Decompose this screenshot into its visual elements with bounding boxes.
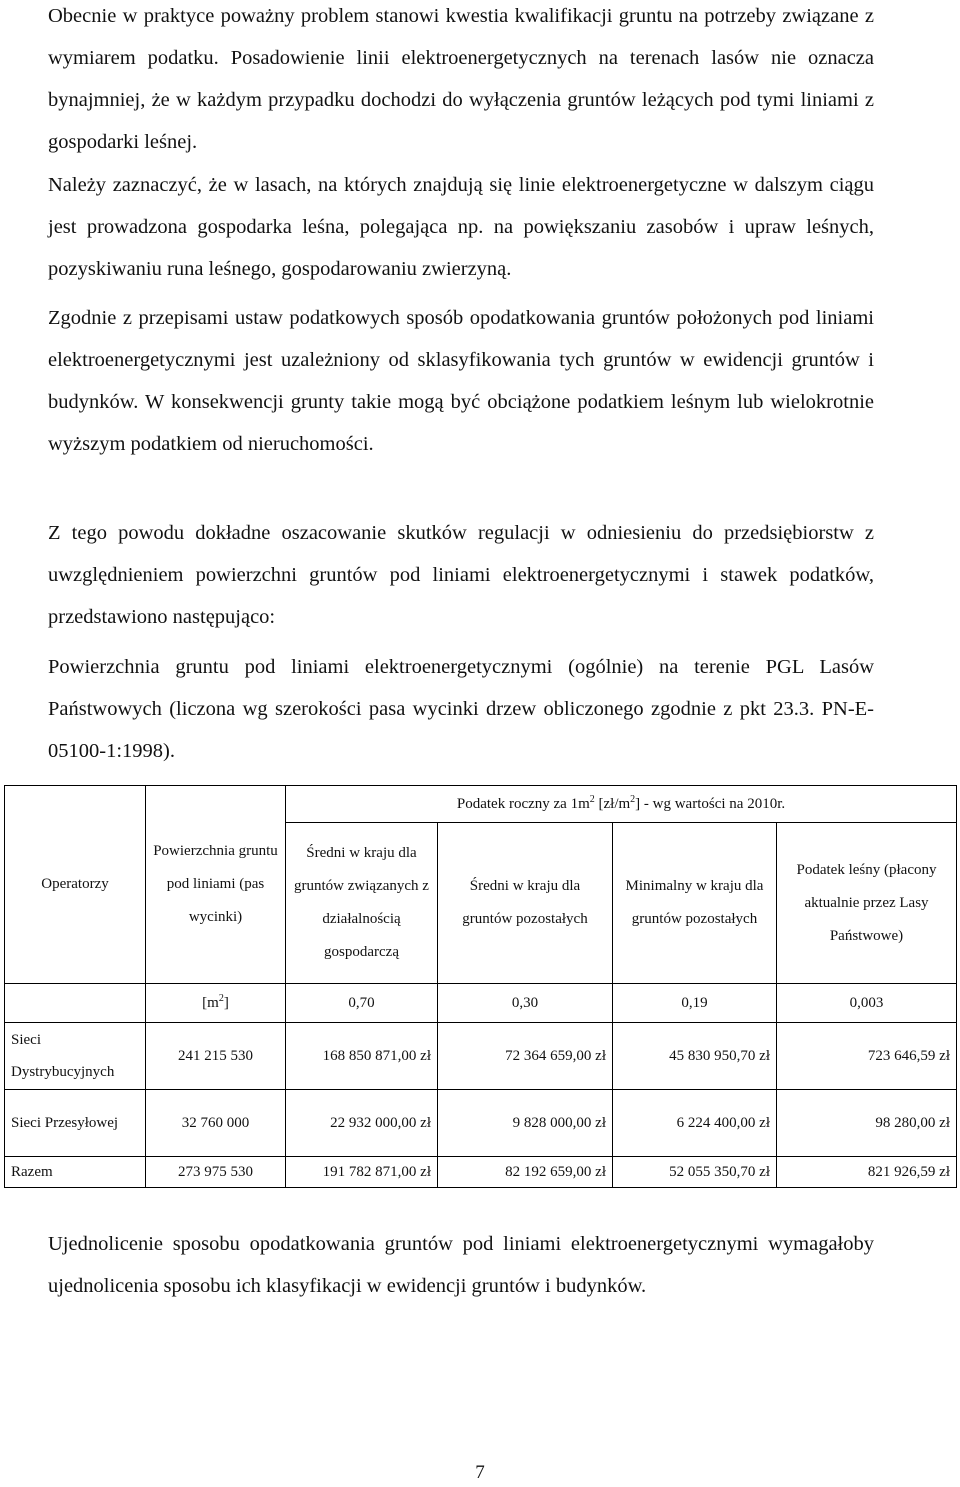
- cell-operator-name: Razem: [5, 1157, 146, 1188]
- cell-operator-name: Sieci Dystrybucyjnych: [5, 1023, 146, 1090]
- cell-rate-business: 0,70: [286, 984, 438, 1023]
- table-row-total: [5, 1157, 957, 1188]
- paragraph-estimate-intro: Z tego powodu dokładne oszacowanie skutków regulacji w odniesieniu do przedsiębiorstw z uwzględnieniem powierzchni gruntów pod liniami elektroenergetycznymi i stawek podatków, przedstawiono następująco:: [48, 522, 874, 628]
- cell-business: 191 782 871,00 zł: [286, 1157, 438, 1188]
- cell-other: 9 828 000,00 zł: [438, 1090, 613, 1157]
- cell-area: 32 760 000: [146, 1090, 286, 1157]
- cell-empty: [5, 984, 146, 1023]
- cell-business: 22 932 000,00 zł: [286, 1090, 438, 1157]
- cell-area: 273 975 530: [146, 1157, 286, 1188]
- table-row: [5, 1090, 957, 1157]
- tax-table: [4, 785, 957, 1188]
- header-operators: Operatorzy: [5, 786, 146, 984]
- paragraph-tax-regulations: Zgodnie z przepisami ustaw podatkowych sposób opodatkowania gruntów położonych pod liniami elektroenergetycznymi jest uzależniony od sklasyfikowania tych gruntów w ewidencji gruntów i budynków. W konsekwencji grunty takie mogą być obciążone podatkiem leśnym lub wielokrotnie wyższym podatkiem od nieruchomości.: [48, 307, 874, 455]
- cell-min: 6 224 400,00 zł: [613, 1090, 777, 1157]
- header-area: Powierzchnia gruntu pod liniami (pas wycinki): [146, 786, 286, 984]
- header-avg-business: Średni w kraju dla gruntów związanych z działalnością gospodarczą: [286, 823, 438, 984]
- header-forest-tax: Podatek leśny (płacony aktualnie przez Lasy Państwowe): [777, 823, 957, 984]
- table-row: [5, 1023, 957, 1090]
- cell-rate-min: 0,19: [613, 984, 777, 1023]
- cell-area: 241 215 530: [146, 1023, 286, 1090]
- header-avg-other: Średni w kraju dla gruntów pozostałych: [438, 823, 613, 984]
- cell-forest: 821 926,59 zł: [777, 1157, 957, 1188]
- paragraph-qualification: Obecnie w praktyce poważny problem stanowi kwestia kwalifikacji gruntu na potrzeby związane z wymiarem podatku. Posadowienie linii elektroenergetycznych na terenach lasów nie oznacza bynajmniej, że w każdym przypadku dochodzi do wyłączenia gruntów leżących pod tymi liniami z gospodarki leśnej.: [48, 5, 874, 153]
- cell-min: 45 830 950,70 zł: [613, 1023, 777, 1090]
- cell-other: 72 364 659,00 zł: [438, 1023, 613, 1090]
- paragraph-forest-management: Należy zaznaczyć, że w lasach, na których znajdują się linie elektroenergetyczne w dalszym ciągu jest prowadzona gospodarka leśna, polegająca np. na powiększaniu zasobów i upraw leśnych, pozyskiwaniu runa leśnego, gospodarowaniu zwierzyną.: [48, 174, 874, 280]
- page-number: 7: [475, 1462, 485, 1483]
- cell-rate-forest: 0,003: [777, 984, 957, 1023]
- header-tax-group: Podatek roczny za $1m^2$ $[zł/m^2]$ - wg wartości na 2010r.: [286, 786, 957, 823]
- header-min-other: Minimalny w kraju dla gruntów pozostałych: [613, 823, 777, 984]
- cell-business: 168 850 871,00 zł: [286, 1023, 438, 1090]
- cell-forest: 723 646,59 zł: [777, 1023, 957, 1090]
- table-row-rates: [5, 984, 957, 1023]
- cell-unit: $[m^2]$: [146, 984, 286, 1023]
- paragraph-area-description: Powierzchnia gruntu pod liniami elektroenergetycznymi (ogólnie) na terenie PGL Lasów Państwowych (liczona wg szerokości pasa wycinki drzew obliczonego zgodnie z pkt 23.3. PN-E-05100-1:1998).: [48, 656, 874, 762]
- cell-min: 52 055 350,70 zł: [613, 1157, 777, 1188]
- cell-other: 82 192 659,00 zł: [438, 1157, 613, 1188]
- table-header-row-group: [5, 786, 957, 823]
- paragraph-conclusion: Ujednolicenie sposobu opodatkowania gruntów pod liniami elektroenergetycznymi wymagałoby ujednolicenia sposobu ich klasyfikacji w ewidencji gruntów i budynków.: [48, 1233, 874, 1297]
- cell-operator-name: Sieci Przesyłowej: [5, 1090, 146, 1157]
- cell-rate-other: 0,30: [438, 984, 613, 1023]
- cell-forest: 98 280,00 zł: [777, 1090, 957, 1157]
